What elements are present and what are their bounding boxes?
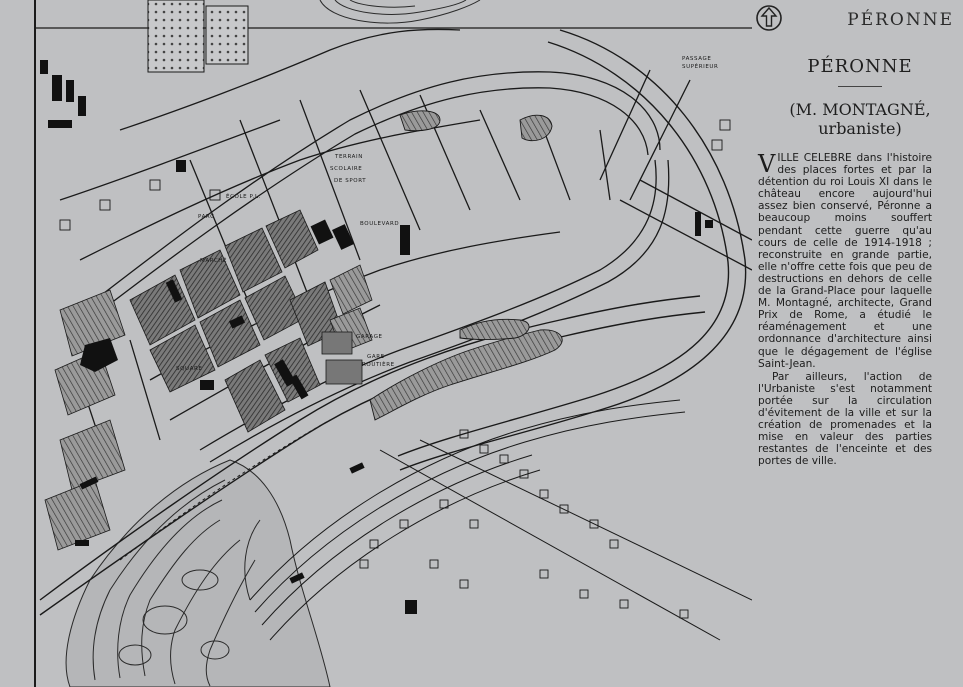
label-routiere: ROUTIÈRE	[362, 362, 395, 368]
subtitle-line-2: urbaniste)	[818, 119, 902, 138]
page-header	[755, 4, 960, 34]
paragraph-1	[758, 152, 932, 370]
article-body	[758, 152, 932, 467]
subtitle-line-1: (M. MONTAGNÉ,	[789, 100, 931, 119]
orchard-plots	[148, 0, 248, 72]
paragraph-2: Par ailleurs, l'action de l'Urbaniste s'est notamment portée sur la circulation d'évitement de la ville et sur la création de promenades et la mise en valeur des parties restantes de l'enceinte et des portes de ville.	[758, 370, 932, 468]
drop-cap: V	[758, 150, 776, 178]
label-terrain: TERRAIN	[335, 154, 363, 160]
label-parc: PARC	[198, 214, 215, 220]
paragraph-1-text: ILLE CELEBRE dans l'histoire des places fortes et par la détention du roi Louis XI dans le château encore aujourd'hui assez bien conservé, Péronne a beaucoup moins souffert pendant cette guerre qu'au cours de celle de 1914-1918 ; reconstruite en grande partie, elle n'offre cette fois que peu de destructions en dehors de celle de la Grand-Place pour laquelle M. Montagné, architecte, Grand Prix de Rome, a étudié le réaménagement et une ordonnance d'architecture ainsi que le dégagement de l'église Saint-Jean.	[758, 152, 932, 370]
label-gare: GARE	[367, 354, 385, 360]
label-scolaire: SCOLAIRE	[330, 166, 363, 172]
running-title: PÉRONNE	[847, 10, 954, 30]
article-subtitle	[760, 100, 960, 138]
label-de-sport: DE SPORT	[334, 178, 367, 184]
label-passage: PASSAGE	[682, 56, 712, 62]
label-ecole: ÉCOLE P.L.	[226, 194, 261, 200]
label-garage: GARAGE	[356, 334, 383, 340]
compass-arrow-icon	[755, 4, 783, 32]
label-superieur: SUPÉRIEUR	[682, 64, 719, 70]
title-rule	[838, 86, 882, 87]
label-boulevard: BOULEVARD	[360, 221, 400, 227]
label-square: SQUARE	[176, 366, 203, 372]
article-title: PÉRONNE	[807, 56, 913, 77]
label-marche: MARCHÉ	[200, 258, 228, 264]
